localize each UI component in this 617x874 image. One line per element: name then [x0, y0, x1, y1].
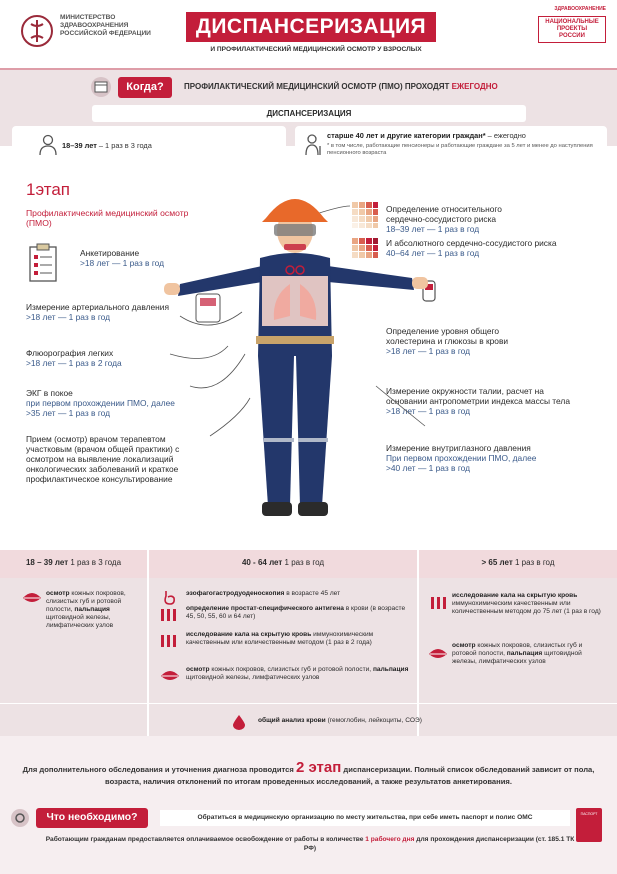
stage2-info — [18, 759, 599, 788]
cell-text: (гемоглобин, лейкоциты, СОЭ) — [325, 717, 422, 724]
worker-illustration — [150, 186, 440, 526]
page-subtitle: И ПРОФИЛАКТИЧЕСКИЙ МЕДИЦИНСКИЙ ОСМОТР У ВЗРОСЛЫХ — [210, 46, 422, 53]
item-frequency: >18 лет — 1 раз в год — [26, 312, 111, 322]
column-header-65-plus — [419, 558, 617, 567]
header-age: 18 – 39 лет — [25, 558, 69, 567]
cell-text: щитовидной железы, лимфатических узлов — [46, 614, 114, 629]
gear-icon — [10, 808, 30, 828]
cell-text: кожных покровов, слизистых губ и ротовой полости, — [209, 666, 373, 673]
right-boot — [298, 502, 328, 516]
cell-text: в возрасте 45 лет — [284, 590, 341, 597]
np-label: ПРОЕКТЫ — [556, 26, 588, 32]
passport-label: ПАСПОРТ — [580, 812, 598, 816]
left-hand — [164, 283, 180, 295]
item-title: Измерение внутриглазного давления — [386, 443, 531, 453]
reflective-stripe — [264, 438, 294, 442]
header-age: 40 - 64 лет — [241, 558, 283, 567]
age-card-18-39 — [12, 126, 286, 164]
cell-bold: осмотр — [452, 642, 476, 649]
divider — [0, 68, 617, 70]
goggles — [274, 224, 316, 236]
pmo-label: Профилактический медицинский осмотр (ПМО) — [26, 208, 189, 228]
divider — [417, 550, 419, 736]
divider — [0, 703, 617, 704]
cell-bold: эзофагогастродуоденоскопия — [186, 590, 285, 597]
item-frequency: >40 лет — 1 раз в год — [386, 463, 471, 473]
table-cell-65-plus — [452, 592, 602, 616]
stage2-text: Для дополнительного обследования и уточнения диагноза проводится — [22, 765, 294, 774]
item-title: Измерение артериального давления — [26, 302, 169, 312]
measuring-tape — [256, 336, 334, 344]
card-frequency: – 1 раз в 3 года — [96, 141, 152, 150]
table-cell-65-plus — [452, 642, 602, 666]
table-cell-40-64 — [186, 590, 411, 598]
item-frequency: >18 лет — 1 раз в год — [386, 346, 471, 356]
item-frequency: 40–64 лет — 1 раз в год — [386, 248, 480, 258]
item-frequency-note: при первом прохождении ПМО, далее — [26, 398, 175, 408]
lungs-panel — [262, 276, 328, 326]
when-button[interactable]: Когда? — [118, 77, 172, 98]
cell-bold: пальпация — [372, 666, 409, 673]
cell-text: в крови (в возрасте 45, 50, 55, 60 и 64 лет) — [186, 605, 406, 620]
divider — [147, 550, 149, 736]
np-label: ЗДРАВООХРАНЕНИЕ — [554, 6, 606, 12]
ministry-line: МИНИСТЕРСТВО — [60, 14, 116, 21]
header-frequency: 1 раз в год — [512, 558, 555, 567]
ministry-line: РОССИЙСКОЙ ФЕДЕРАЦИИ — [60, 30, 151, 37]
lips-icon — [428, 646, 448, 662]
cell-text: иммунохимическим качественным или количественным методом до 75 лет (1 раз в год) — [452, 600, 601, 615]
item-title: Прием (осмотр) врачом терапевтом участковым (врачом общей практики) с осмотром на выявление локализаций онкологических заболеваний и краткое профилактическое консультирование — [26, 434, 180, 484]
national-projects-logo — [538, 6, 606, 58]
card-footnote: * в том числе, работающие пенсионеры и работающие граждане за 5 лет и менее до наступления пенсионного возраста — [327, 143, 593, 156]
person-icon — [38, 134, 58, 156]
lips-icon — [160, 668, 180, 684]
cell-bold: исследование кала на скрытую кровь — [452, 592, 578, 599]
cell-bold: исследование кала на скрытую кровь — [186, 631, 312, 638]
column-header-40-64 — [149, 558, 417, 567]
column-header-18-39 — [0, 558, 147, 567]
page-title: ДИСПАНСЕРИЗАЦИЯ — [186, 12, 436, 42]
item-frequency: >18 лет — 1 раз в 2 года — [26, 358, 122, 368]
left-boot — [262, 502, 292, 516]
table-cell-blood-test — [258, 717, 498, 725]
ministry-line: ЗДРАВООХРАНЕНИЯ — [60, 22, 129, 29]
pointer-line — [170, 346, 228, 359]
stage1-title: 1этап — [26, 180, 71, 199]
cell-bold: осмотр — [46, 590, 70, 597]
header-age: > 65 лет — [481, 558, 513, 567]
test-tubes-icon — [160, 634, 178, 648]
cell-text: иммунохимическим качественным или количественным методом (1 раз в 2 года) — [186, 631, 374, 646]
header-frequency: 1 раз в год — [282, 558, 325, 567]
card-frequency: – ежегодно — [485, 131, 526, 140]
foot-text: Работающим гражданам предоставляется оплачиваемое освобождение от работы в количестве — [45, 836, 364, 843]
item-frequency: >35 лет — 1 раз в год — [26, 408, 111, 418]
card-age: 18–39 лет — [62, 141, 97, 150]
blood-drop-icon — [232, 714, 246, 730]
lips-icon — [22, 590, 42, 606]
age-card-40-plus — [295, 126, 607, 164]
pointer-line — [210, 398, 250, 436]
right-hand — [412, 277, 428, 289]
item-frequency: 18–39 лет — 1 раз в год — [386, 224, 480, 234]
item-title: ЭКГ в покое — [26, 388, 73, 398]
np-label: РОССИИ — [559, 33, 585, 39]
cell-bold: осмотр — [186, 666, 210, 673]
cell-text: кожных покровов, слизистых губ и ротовой полости, — [46, 590, 126, 613]
right-arm — [328, 266, 414, 290]
left-arm — [178, 266, 262, 296]
work-leave-info — [40, 835, 580, 853]
table-cell-18-39 — [46, 590, 136, 630]
table-cell-40-64 — [186, 666, 411, 682]
foot-highlight: 1 рабочего дня — [365, 836, 415, 843]
cell-text: щитовидной железы, лимфатических узлов — [186, 674, 320, 681]
cell-bold: общий анализ крови — [258, 717, 326, 724]
item-title: Определение относительного сердечно-сосудистого риска — [386, 204, 502, 224]
dispanserization-label: ДИСПАНСЕРИЗАЦИЯ — [92, 105, 526, 122]
ministry-name — [60, 14, 151, 38]
stage2-highlight: 2 этап — [295, 759, 342, 776]
reflective-stripe — [298, 438, 328, 442]
pointer-line — [376, 386, 425, 426]
item-title: Измерение окружности талии, расчет на основании антропометрии индекса массы тела — [386, 386, 570, 406]
pointer-line — [190, 354, 245, 388]
header-frequency: 1 раз в 3 года — [68, 558, 122, 567]
card-age: старше 40 лет и другие категории граждан* — [327, 131, 486, 140]
when-text-highlight: ЕЖЕГОДНО — [451, 82, 498, 91]
elderly-person-icon — [303, 134, 323, 156]
left-leg — [258, 356, 294, 506]
item-frequency: >18 лет — 1 раз в год — [386, 406, 471, 416]
test-tubes-icon — [160, 608, 178, 622]
table-cell-40-64 — [186, 631, 376, 647]
ministry-emblem-icon — [20, 14, 54, 48]
mask — [284, 244, 306, 250]
questionnaire-icon — [26, 243, 62, 285]
stomach-icon — [162, 590, 176, 606]
right-leg — [296, 356, 332, 506]
calendar-icon — [90, 77, 112, 97]
foot-text: для прохождения диспансеризации (ст. 185.1 ТК РФ) — [303, 836, 575, 852]
cell-text: щитовидной железы, лимфатических узлов — [452, 650, 582, 665]
what-needed-button[interactable]: Что необходимо? — [36, 808, 148, 828]
cell-text: кожных покровов, слизистых губ и ротовой полости, — [452, 642, 583, 657]
helmet — [262, 199, 328, 222]
table-cell-40-64 — [186, 605, 411, 621]
item-frequency-note: При первом прохождении ПМО, далее — [386, 453, 537, 463]
item-title: И абсолютного сердечно-сосудистого риска — [386, 238, 557, 248]
item-title: Определение уровня общего холестерина и глюкозы в крови — [386, 326, 509, 346]
when-text: ПРОФИЛАКТИЧЕСКИЙ МЕДИЦИНСКИЙ ОСМОТР (ПМО) ПРОХОДЯТ — [184, 82, 450, 91]
cell-bold: пальпация — [506, 650, 543, 657]
cell-bold: пальпация — [74, 606, 110, 613]
cell-bold: определение простат-специфического антигена — [186, 605, 344, 612]
np-label: НАЦИОНАЛЬНЫЕ — [545, 19, 599, 25]
item-title: Анкетирование — [80, 248, 140, 258]
what-needed-text: Обратиться в медицинскую организацию по месту жительства, при себе иметь паспорт и полис ОМС — [160, 810, 570, 826]
test-tubes-icon — [430, 596, 448, 610]
footer-section — [0, 736, 617, 874]
item-title: Флюорография легких — [26, 348, 114, 358]
when-description — [184, 82, 498, 91]
item-frequency: >18 лет — 1 раз в год — [80, 258, 165, 268]
stage2-text: диспансеризации. Полный список обследований зависит от пола, возраста, наличия отклонений по итогам проведенных исследований, а также результатов анкетирования. — [105, 765, 595, 786]
